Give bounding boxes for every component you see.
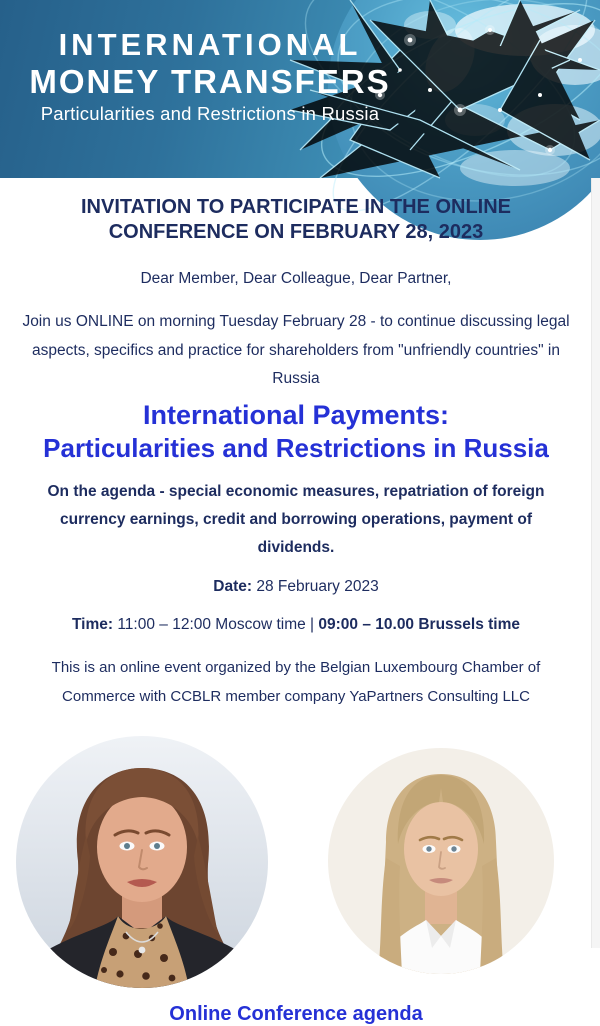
topic-title-line1: International Payments:	[142, 399, 450, 430]
greeting-line: Dear Member, Dear Colleague, Dear Partner,	[140, 270, 452, 287]
agenda-summary: On the agenda - special economic measures, repatriation of foreign currency earnings, credit and borrowing operations, payment of dividends.	[47, 482, 545, 556]
banner-title-line2: MONEY TRANSFERS	[29, 63, 391, 100]
page-edge-strip	[591, 178, 600, 948]
invitation-body	[0, 178, 592, 1026]
banner-title-line1: INTERNATIONAL	[58, 27, 362, 62]
speaker-photos-row	[0, 736, 592, 990]
organizer-paragraph: This is an online event organized by the Belgian Luxembourg Chamber of Commerce with CCBLR member company YaPartners Consulting LLC	[51, 658, 541, 705]
speaker-portrait-brown-hair	[16, 736, 268, 988]
online-conference-agenda-link[interactable]: Online Conference agenda	[169, 1002, 423, 1025]
conference-topic	[0, 399, 592, 465]
time-label: Time:	[71, 615, 114, 633]
invitation-heading: INVITATION TO PARTICIPATE IN THE ONLINE CONFERENCE ON FEBRUARY 28, 2023	[81, 196, 511, 243]
time-value-brussels: 09:00 – 10.00 Brussels time	[318, 615, 521, 633]
date-line	[0, 576, 592, 598]
time-line	[0, 614, 592, 636]
time-value-moscow: 11:00 – 12:00 Moscow time |	[113, 615, 319, 633]
topic-title-line2: Particularities and Restrictions in Russia	[43, 432, 549, 463]
date-label: Date:	[213, 577, 253, 595]
banner-text-block	[0, 27, 420, 126]
speaker-portrait-blonde-hair	[328, 748, 554, 974]
banner-subtitle: Particularities and Restrictions in Russia	[40, 103, 380, 124]
date-value: 28 February 2023	[252, 577, 379, 595]
banner	[0, 0, 600, 178]
intro-paragraph: Join us ONLINE on morning Tuesday February 28 - to continue discussing legal aspects, specifics and practice for shareholders from "unfriendly countries" in Russia	[22, 313, 570, 387]
